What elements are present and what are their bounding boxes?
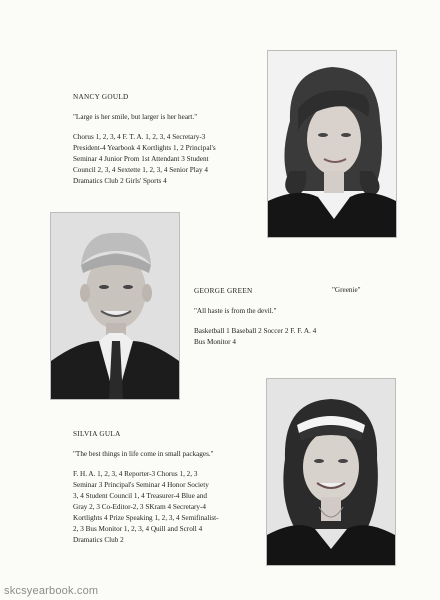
portrait-photo-george-green (50, 212, 180, 400)
bio-line: Bus Monitor 4 (194, 338, 236, 346)
bio-line: Dramatics Club 2 Girls' Sports 4 (73, 177, 167, 185)
portrait-photo-silvia-gula (266, 378, 396, 566)
portrait-photo-nancy-gould (267, 50, 397, 238)
bio-line: 2, 3 Bus Monitor 1, 2, 3, 4 Quill and Scroll 4 (73, 525, 203, 533)
student-name: NANCY GOULD (73, 93, 129, 101)
bio-line: Gray 2, 3 Co-Editor-2, 3 SKram 4 Secretary-4 (73, 503, 206, 511)
bio-line: Chorus 1, 2, 3, 4 F. T. A. 1, 2, 3, 4 Secretary-3 (73, 133, 206, 141)
bio-line: Kortlights 4 Prize Speaking 1, 2, 3, 4 Semifinalist- (73, 514, 219, 522)
student-name: SILVIA GULA (73, 430, 121, 438)
bio-line: Seminar 4 Junior Prom 1st Attendant 3 Student (73, 155, 209, 163)
bio-line: Seminar 3 Principal's Seminar 4 Honor Society (73, 481, 209, 489)
student-quote: "Large is her smile, but larger is her heart." (73, 113, 198, 121)
bio-line: President-4 Yearbook 4 Kortlights 1, 2 Principal's (73, 144, 216, 152)
student-entry-silvia-gula (73, 429, 268, 546)
student-name: GEORGE GREEN (194, 287, 253, 295)
student-entry-george-green (194, 286, 374, 348)
student-entry-nancy-gould (73, 92, 268, 187)
bio-line: Council 2, 3, 4 Sextette 1, 2, 3, 4 Senior Play 4 (73, 166, 208, 174)
student-quote: "The best things in life come in small packages." (73, 450, 214, 458)
bio-line: Basketball 1 Baseball 2 Soccer 2 F. F. A. 4 (194, 327, 317, 335)
site-watermark: skcsyearbook.com (4, 585, 99, 597)
student-quote: "All haste is from the devil." (194, 307, 277, 315)
bio-line: 3, 4 Student Council 1, 4 Treasurer-4 Blue and (73, 492, 208, 500)
student-nickname: "Greenie" (332, 286, 361, 294)
bio-line: F. H. A. 1, 2, 3, 4 Reporter-3 Chorus 1, 2, 3 (73, 470, 198, 478)
bio-line: Dramatics Club 2 (73, 536, 124, 544)
